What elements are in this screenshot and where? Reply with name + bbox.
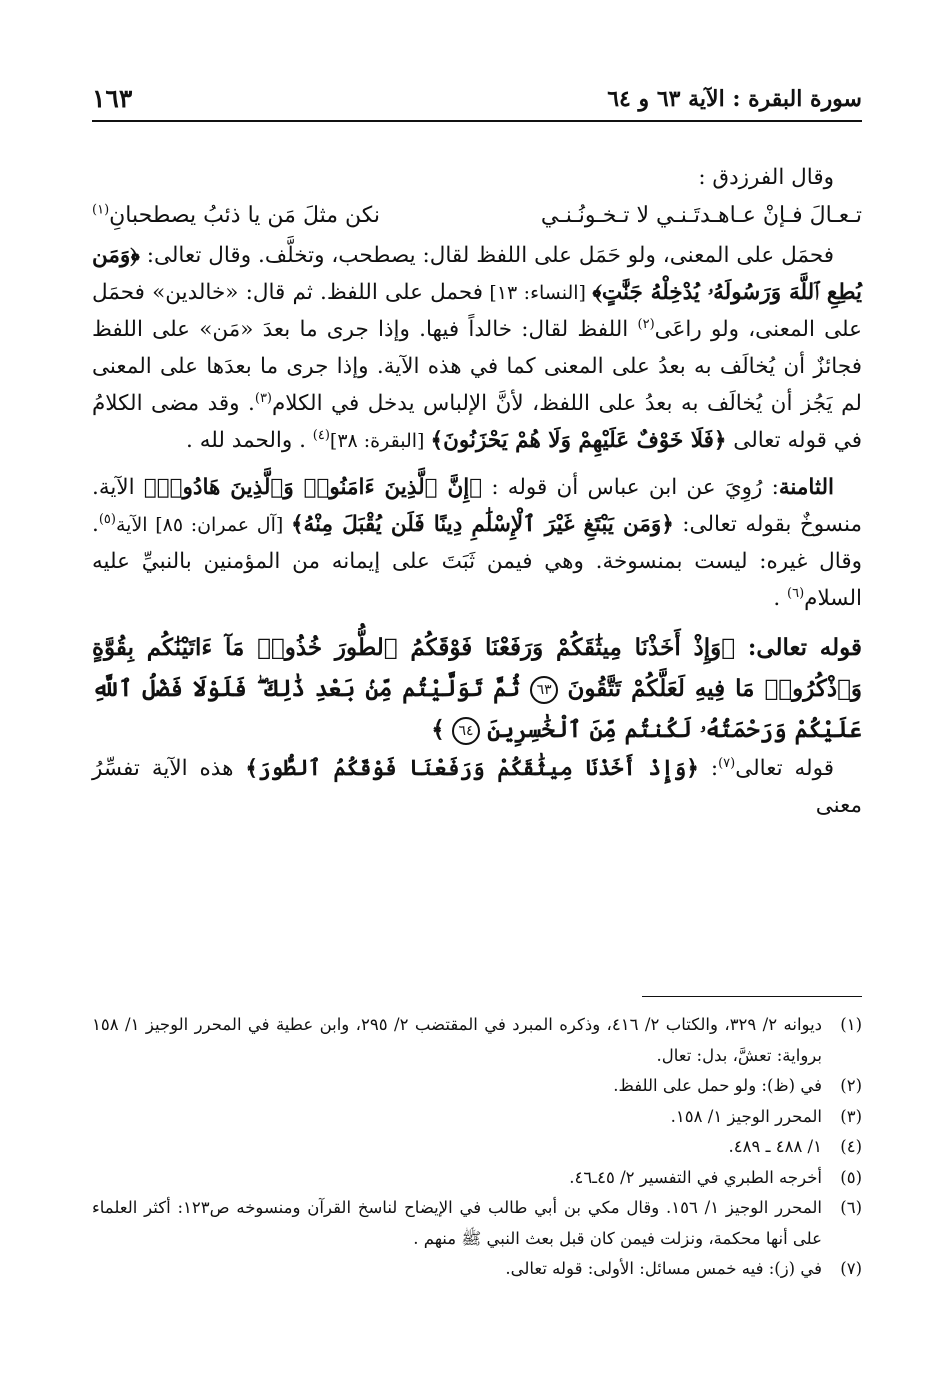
quran-quote: ﴿وَإِذْ أَخَذْنَا مِيثَٰقَكُمْ وَرَفَعْنَا فَوْقَكُمُ ٱلطُّورَ﴾ bbox=[245, 755, 699, 781]
verse-label: قوله تعالى: bbox=[735, 634, 863, 662]
verse-first-hemistich: تـعـالَ فـإنْ عـاهـدتَـنـي لا تـخـونُـنـي bbox=[540, 202, 862, 228]
footnote-marker: (٣) bbox=[254, 391, 272, 407]
issue-label: الثامنة bbox=[778, 475, 834, 501]
main-verse-block: قوله تعالى: ﴿وَإِذْ أَخَذْنَا مِيثَٰقَكُمْ وَرَفَعْنَا فَوْقَكُمُ ٱلطُّورَ خُذُوا۟ مَآ ءَاتَيْنَٰكُم بِقُوَّةٍ وَٱذْكُرُوا۟ مَا فِيهِ لَعَلَّكُمْ تَتَّقُونَ ٦٣ ثُمَّ تَوَلَّيْتُم مِّنۢ بَعْدِ ذَٰلِكَ ۖ فَلَوْلَا فَضْلُ ٱللَّهِ عَلَيْكُمْ وَرَحْمَتُهُۥ لَكُنتُم مِّنَ ٱلْخَٰسِرِينَ ٦٤ ﴾ bbox=[92, 634, 863, 743]
footnote-text: المحرر الوجيز ١/ ١٥٨. bbox=[670, 1106, 822, 1126]
quran-reference: [البقرة: ٣٨] bbox=[329, 430, 431, 453]
quran-verse: ثُمَّ تَوَلَّيْتُم مِّنۢ بَعْدِ ذَٰلِكَ ۖ فَلَوْلَا فَضْلُ ٱللَّهِ عَلَيْكُمْ وَرَحْمَتُهُۥ لَكُنتُم مِّنَ ٱلْخَٰسِرِينَ bbox=[92, 674, 862, 743]
footnote-separator bbox=[642, 996, 862, 997]
footnote-text: في (ظ): ولو حمل على اللفظ. bbox=[613, 1076, 822, 1096]
quran-quote: ﴿فَلَا خَوْفٌ عَلَيْهِمْ وَلَا هُمْ يَحْزَنُونَ﴾ bbox=[430, 428, 727, 454]
footnotes bbox=[92, 1010, 862, 1285]
footnote-text: أخرجه الطبري في التفسير ٢/ ٤٥ـ٤٦. bbox=[569, 1167, 822, 1187]
footnote bbox=[92, 1132, 862, 1163]
paragraph-commentary: قوله تعالى$^{(٧)}$: ﴿وَإِذْ أَخَذْنَا مِيثَٰقَكُمْ وَرَفَعْنَا فَوْقَكُمُ ٱلطُّورَ﴾ هذه الآية تفسِّرُ معنى bbox=[92, 755, 862, 818]
footnote-marker: (٢) bbox=[637, 317, 655, 333]
quran-reference: [النساء: ١٣] bbox=[482, 282, 593, 305]
footnote-number: (١) bbox=[840, 1015, 862, 1034]
footnote-number: (٥) bbox=[840, 1167, 862, 1187]
footnote-number: (٦) bbox=[840, 1198, 862, 1218]
verse-number-64: ٦٤ bbox=[452, 717, 480, 745]
paragraph-grammar: فحمَل على المعنى، ولو حَمَل على اللفظ لقال: يصطحب، وتخلَّف. وقال تعالى: ﴿وَمَن يُطِعِ ٱللَّهَ وَرَسُولَهُۥ يُدْخِلْهُ جَنَّٰتٍ﴾ [النساء: ١٣] فحمل على اللفظ. ثم قال: «خالدين» فحمَل على المعنى، ولو راعَى$^{(٢)}$ اللفظ لقال: خالداً فيها. وإذا جرى ما بعدَ «مَن» على اللفظ فجائزٌ أن يُخالَف به بعدُ على المعنى كما في هذه الآية. وإذا جرى ما بعدَها على المعنى لم يَجُز أن يُخالَف به بعدُ على اللفظ، لأنَّ الإلباس يدخل في الكلام$^{(٣)}$. وقد مضى الكلامُ في قوله تعالى ﴿فَلَا خَوْفٌ عَلَيْهِمْ وَلَا هُمْ يَحْزَنُونَ﴾ [البقرة: ٣٨]$^{(٤)}$ . والحمد لله . bbox=[92, 243, 863, 454]
quran-quote: ﴿إِنَّ ٱلَّذِينَ ءَامَنُوا۟ وَٱلَّذِينَ هَادُوا۟﴾ bbox=[143, 475, 483, 501]
footnote-marker: (١) bbox=[92, 202, 110, 218]
footnote bbox=[92, 1010, 862, 1071]
verse-number-63: ٦٣ bbox=[530, 676, 558, 704]
footnote-number: (٤) bbox=[840, 1137, 862, 1157]
poem-intro: وقال الفرزدق : bbox=[698, 165, 834, 190]
quran-reference: [آل عمران: ٨٥] الآية bbox=[115, 514, 291, 537]
footnote bbox=[92, 1254, 862, 1285]
quran-quote: ﴿وَمَن يَبْتَغِ غَيْرَ ٱلْإِسْلَٰمِ دِينًا فَلَن يُقْبَلَ مِنْهُ﴾ bbox=[290, 512, 674, 538]
footnote-number: (٧) bbox=[840, 1259, 862, 1279]
footnote-text: في (ز): فيه خمس مسائل: الأولى: قوله تعالى. bbox=[505, 1259, 822, 1279]
footnote-text: ١/ ٤٨٨ ـ ٤٨٩. bbox=[728, 1137, 822, 1157]
footnote bbox=[92, 1102, 862, 1133]
poetry-verse bbox=[92, 197, 862, 234]
footnote-marker: (٤) bbox=[312, 428, 330, 444]
paragraph-eighth-issue: الثامنة: رُوِيَ عن ابن عباس أن قوله : ﴿إِنَّ ٱلَّذِينَ ءَامَنُوا۟ وَٱلَّذِينَ هَادُوا۟﴾ الآية. منسوخٌ بقوله تعالى: ﴿وَمَن يَبْتَغِ غَيْرَ ٱلْإِسْلَٰمِ دِينًا فَلَن يُقْبَلَ مِنْهُ﴾ [آل عمران: ٨٥] الآية$^{(٥)}$. وقال غيره: ليست بمنسوخة. وهي فيمن ثَبَتَ على إيمانه من المؤمنين بالنبيِّ عليه السلام$^{(٦)}$ . bbox=[92, 475, 862, 612]
main-text bbox=[92, 160, 862, 825]
page-header bbox=[92, 80, 862, 122]
footnote bbox=[92, 1071, 862, 1102]
footnote-marker: (٥) bbox=[98, 511, 116, 527]
footnote bbox=[92, 1163, 862, 1194]
running-title: سورة البقرة : الآية ٦٣ و ٦٤ bbox=[607, 86, 862, 112]
verse-second-hemistich: نكن مثلَ مَن يا ذئبُ يصطحبانِ$^{(١)}$ bbox=[92, 202, 381, 228]
footnote-marker: (٧) bbox=[718, 755, 736, 771]
footnote-text: المحرر الوجيز ١/ ١٥٦. وقال مكي بن أبي طالب في الإيضاح لناسخ القرآن ومنسوخه ص١٢٣: أكثر العلماء على أنها محكمة، ونزلت فيمن كان قبل بعث النبي ﷺ منهم . bbox=[92, 1198, 822, 1248]
footnote-number: (٢) bbox=[840, 1076, 862, 1096]
footnote-number: (٣) bbox=[840, 1106, 862, 1126]
quran-verse: ﴿وَإِذْ أَخَذْنَا مِيثَٰقَكُمْ وَرَفَعْنَا فَوْقَكُمُ ٱلطُّورَ خُذُوا۟ مَآ ءَاتَيْنَٰكُم بِقُوَّةٍ وَٱذْكُرُوا۟ مَا فِيهِ لَعَلَّكُمْ تَتَّقُونَ bbox=[92, 634, 863, 702]
quran-quote: ﴿وَمَن يُطِعِ ٱللَّهَ وَرَسُولَهُۥ يُدْخِلْهُ جَنَّٰتٍ﴾ bbox=[92, 243, 862, 306]
page-number: ١٦٣ bbox=[92, 84, 133, 113]
footnote bbox=[92, 1193, 862, 1254]
footnote-text: ديوانه ٢/ ٣٢٩، والكتاب ٢/ ٤١٦، وذكره المبرد في المقتضب ٢/ ٢٩٥، وابن عطية في المحرر الوجيز ١/ ١٥٨ برواية: تعشَّ، بدل: تعال. bbox=[92, 1015, 823, 1065]
footnote-marker: (٦) bbox=[787, 585, 805, 601]
